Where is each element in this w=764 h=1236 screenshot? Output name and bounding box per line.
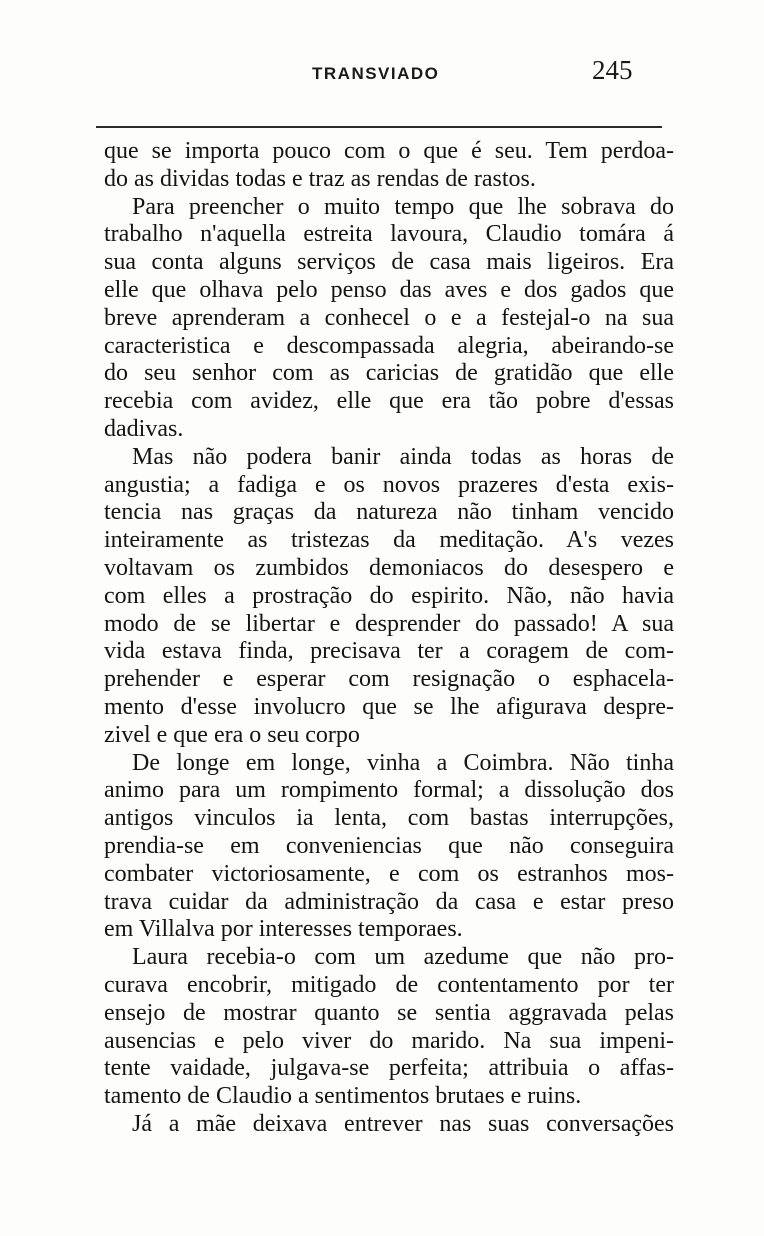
text-line: trabalho n'aquella estreita lavoura, Claudio tomára á [104, 221, 674, 248]
text-line: tamento de Claudio a sentimentos brutaes e ruins. [104, 1083, 582, 1110]
text-line: Para preencher o muito tempo que lhe sobrava do [132, 193, 674, 220]
text-line: que se importa pouco com o que é seu. Tem perdoa- [104, 138, 674, 164]
header-rule [96, 126, 662, 128]
text-line: breve aprenderam a conhecel o e a festejal-o na sua [104, 304, 674, 331]
text-line: tente vaidade, julgava-se perfeita; attribuia o affas- [104, 1055, 674, 1082]
text-line: De longe em longe, vinha a Coimbra. Não tinha [132, 749, 674, 776]
running-title: TRANSVIADO [312, 64, 440, 83]
text-line: modo de se libertar e desprender do passado! A sua [104, 610, 674, 637]
text-line: curava encobrir, mitigado de contentamento por ter [104, 971, 674, 998]
text-line: Mas não podera banir ainda todas as horas de [132, 443, 674, 470]
text-line: tencia nas graças da natureza não tinham vencido [104, 499, 674, 526]
text-line: com elles a prostração do espirito. Não, não havia [104, 582, 674, 609]
text-line: ensejo de mostrar quanto se sentia aggravada pelas [104, 999, 674, 1026]
text-line: elle que olhava pelo penso das aves e dos gados que [104, 276, 674, 303]
text-line: Laura recebia-o com um azedume que não pro- [132, 944, 674, 971]
text-line: inteiramente as tristezas da meditação. A's vezes [104, 527, 674, 554]
text-line: voltavam os zumbidos demoniacos do desespero e [104, 554, 674, 581]
text-line: Já a mãe deixava entrever nas suas conversações [132, 1110, 674, 1137]
text-line: antigos vinculos ia lenta, com bastas interrupções, [104, 805, 674, 832]
text-line: zivel e que era o seu corpo [104, 721, 360, 748]
text-line: prendia-se em conveniencias que não conseguira [104, 832, 674, 859]
page-number: 245 [592, 55, 633, 85]
text-line: em Villalva por interesses temporaes. [104, 916, 463, 943]
text-line: vida estava finda, precisava ter a coragem de com- [104, 638, 674, 665]
text-line: ausencias e pelo viver do marido. Na sua impeni- [104, 1027, 674, 1054]
text-line: do seu senhor com as caricias de gratidão que elle [104, 360, 674, 387]
text-line: recebia com avidez, elle que era tão pobre d'essas [104, 388, 674, 415]
text-line: do as dividas todas e traz as rendas de rastos. [104, 165, 536, 192]
text-line: trava cuidar da administração da casa e estar preso [104, 888, 674, 915]
text-line: sua conta alguns serviços de casa mais ligeiros. Era [104, 249, 674, 276]
text-line: combater victoriosamente, e com os estranhos mos- [104, 860, 674, 887]
text-line: animo para um rompimento formal; a dissolução dos [104, 777, 674, 804]
text-line: mento d'esse involucro que se lhe afigurava despre- [104, 693, 674, 720]
text-line: prehender e esperar com resignação o esphacela- [104, 666, 674, 693]
text-line: angustia; a fadiga e os novos prazeres d'esta exis- [104, 471, 674, 498]
text-line: dadivas. [104, 415, 184, 442]
text-line: caracteristica e descompassada alegria, abeirando-se [104, 332, 674, 359]
body-text [104, 138, 674, 1139]
